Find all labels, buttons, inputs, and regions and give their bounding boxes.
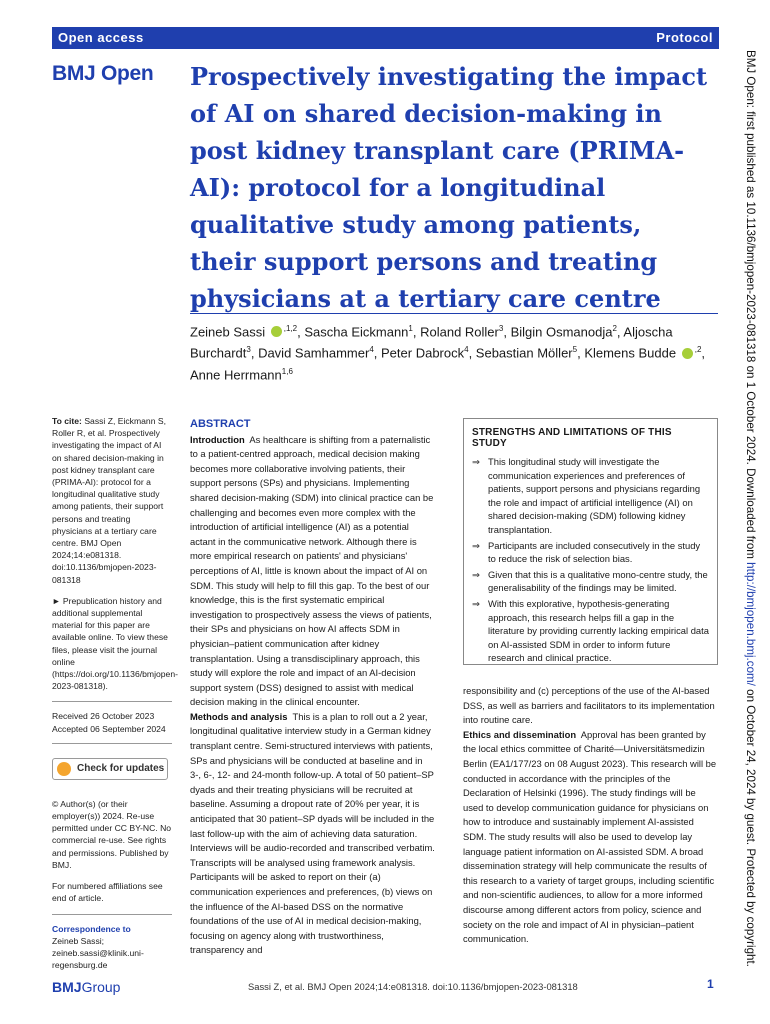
author-name[interactable]: Sascha Eickmann [304, 324, 409, 340]
author-name[interactable]: Bilgin Osmanodja [510, 324, 613, 340]
side-notice-post: on October 24, 2024 by guest. Protected by copyright. [744, 685, 757, 967]
correspondence-name: Zeineb Sassi; [52, 935, 105, 946]
author-name[interactable]: Klemens Budde [584, 345, 677, 361]
abstract-heading: ABSTRACT [190, 418, 251, 430]
copyright-notice: © Author(s) (or their employer(s)) 2024. Re-use permitted under CC BY-NC. No commercial re-use. See rights and permissions. Published by BMJ. [52, 798, 172, 870]
article-type-label: Protocol [656, 30, 713, 45]
intro-text: As healthcare is shifting from a paternalistic to a patient-centred approach, medical decision making becomes more collaborative involving patients, their support persons (SPs) and physicians. Implementing shared decision-making (SDM) into clinical practice can be challenging and becomes even more complex with the introduction of artificial intelligence (AI) as a potential actant in the communicative network. Although there is more empirical research on patients' and physicians' perceptions of AI, little is known about the impact of AI on SDM. This study will help to fill this gap. To the best of our knowledge, this is the first systematic empirical investigation to prospectively assess the views of patients, their SPs and physicians on how AI affects SDM in physician–patient communication after kidney transplantation. Using a transdisciplinary approach, this study will explore the role and impact of an AI-decision support system (DSS) designed to assist with medical decision making in the clinical encounter. [190, 433, 434, 708]
accepted-date: Accepted 06 September 2024 [52, 723, 166, 734]
methods-label: Methods and analysis [190, 710, 288, 722]
arrow-icon: ⇒ [472, 539, 480, 551]
strengths-limitations-box [463, 418, 718, 665]
abstract-continuation [463, 684, 718, 947]
affiliations-note: For numbered affiliations see end of article. [52, 881, 163, 904]
logo-bold: BMJ [52, 979, 82, 995]
prepublication-note[interactable]: ► Prepublication history and additional supplemental material for this paper are available online. To view these files, please visit the journal online (https://doi.org/10.1136/bmjopen-2023-081318). [52, 595, 178, 692]
abstract-introduction [190, 433, 435, 710]
orcid-icon[interactable] [271, 326, 282, 337]
author-affiliation: ,1,2 [283, 324, 298, 333]
methods-text: This is a plan to roll out a 2 year, longitudinal qualitative interview study in a German kidney transplant centre. Semi-structured interviews with patients, SPs and physicians will be conducted at baseline and in 3-, 6-, 12- and 24-month follow-up. A total of 50 patient–SP dyads and their treating physicians will be recruited at baseline. Assuming a dropout rate of 20% per year, it is anticipated that 30 patient–SP dyads will be included in the last follow-up with the aim of achieving data saturation. Interviews will be audio-recorded and transcribed verbatim. Transcripts will be analysed using framework analysis. Participants will be asked to report on their (a) communication experiences and preferences, (b) views on the influence of the AI-based DSS on the normative foundations of the use of AI in medical decision-making, focusing on agency along with trustworthiness, transparency and [190, 710, 435, 956]
author-affiliation: 3 [498, 324, 504, 333]
author-affiliation: 5 [572, 345, 578, 355]
page-number: 1 [707, 977, 714, 991]
list-item [472, 455, 709, 537]
article-title: Prospectively investigating the impact of AI on shared decision-making in post kidney transplant care (PRIMA-AI): protocol for a longitudinal qualitative study among patients, their support persons and treating physicians at a tertiary care centre [190, 62, 708, 313]
check-updates-label: Check for updates [77, 762, 165, 774]
list-item-text: With this explorative, hypothesis-generating approach, this research helps fill a gap in the literature by providing currently lacking empirical data on AI-assisted SDM in order to inform future research and clinical practice. [488, 597, 709, 664]
author-affiliation: 4 [464, 345, 469, 355]
orcid-icon[interactable] [682, 348, 693, 359]
abstract-methods [190, 710, 435, 958]
author-affiliation: 4 [369, 345, 374, 355]
correspondence-email[interactable]: zeineb.sassi@klinik.uni-regensburg.de [52, 947, 144, 971]
sidebar [52, 415, 178, 971]
divider [52, 701, 172, 702]
cite-text: Sassi Z, Eickmann S, Roller R, et al. Prospectively investigating the impact of AI on shared decision-making in post kidney transplant care (PRIMA-AI): protocol for a longitudinal qualitative study among patients, their support persons and treating physicians at a tertiary care centre. BMJ Open 2024;14:e081318. doi:10.1136/bmjopen-2023-081318 [52, 416, 166, 585]
received-date: Received 26 October 2023 [52, 711, 155, 722]
arrow-icon: ⇒ [472, 456, 480, 467]
check-updates-button[interactable] [52, 758, 168, 780]
continuation-text: responsibility and (c) perceptions of the use of the AI-based DSS, as well as barriers and facilitators to its implementation into routine care. [463, 685, 715, 726]
list-item [472, 539, 709, 566]
journal-logo[interactable]: BMJ Open [52, 62, 154, 85]
author-list: Zeineb Sassi $^{,1,2}$, Sascha Eickmann$^1$, Roland Roller$^3$, Bilgin Osmanodja$^2$, Aljoscha Burchardt$^3$, David Samhammer$^4$, Peter Dabrock$^4$, Sebastian Möller$^5$, Klemens Budde $^{,2}$, Anne Herrmann$^{1,6}$ [190, 324, 706, 382]
open-access-label: Open access [58, 30, 144, 45]
list-item-text: This longitudinal study will investigate the communication experiences and preferences of patients, support persons and physicians regarding the role and impact of artificial intelligence (AI) on shared decision-making (SDM) following kidney transplantation. [488, 456, 701, 535]
ethics-label: Ethics and dissemination [463, 728, 577, 740]
author-name[interactable]: Zeineb Sassi [190, 324, 266, 340]
author-name[interactable]: Sebastian Möller [475, 345, 573, 361]
author-affiliation: 1,6 [281, 366, 293, 376]
list-item-text: Given that this is a qualitative mono-centre study, the generalisability of the findings may be limited. [488, 568, 708, 594]
abstract [190, 417, 435, 958]
bmj-group-logo[interactable] [52, 979, 120, 995]
logo-rest: Group [81, 979, 121, 995]
abstract-ethics [463, 728, 718, 947]
list-item [472, 597, 709, 665]
ethics-text: Approval has been granted by the local ethics committee of Charité—Universitätsmedizin Berlin (EA1/177/23 on 08 August 2023). This research will be conducted in accordance with the principles of the Declaration of Helsinki (1996). The study findings will be used to develop communication guidance for physicians on how to introduce and sustainably implement AI-assisted SDM. The study results will also be used to develop lay language patient information on AI-assisted SDM. A broad dissemination strategy will help communicate the results of this research to a variety of target groups, including scientific and non-scientific audiences, to allow for a more informed discourse among different actors from policy, science and society on the role and impact of AI in physician–patient communication. [463, 728, 717, 945]
author-name[interactable]: Roland Roller [420, 324, 499, 340]
check-updates-icon [57, 762, 71, 776]
correspondence-label: Correspondence to [52, 923, 131, 934]
strengths-list [472, 455, 709, 665]
side-notice-link[interactable]: http://bmjopen.bmj.com/ [744, 562, 757, 686]
footer-citation: Sassi Z, et al. BMJ Open 2024;14:e081318. doi:10.1136/bmjopen-2023-081318 [248, 981, 578, 992]
author-affiliation: 3 [246, 345, 251, 355]
author-affiliation: ,2 [694, 345, 702, 355]
list-item-text: Participants are included consecutively in the study to reduce the risk of selection bias. [488, 539, 701, 565]
cite-label: To cite: [52, 416, 82, 426]
author-name[interactable]: Peter Dabrock [381, 345, 465, 361]
author-name[interactable]: Anne Herrmann [190, 366, 282, 382]
author-affiliation: 2 [612, 324, 617, 333]
header-bar [52, 27, 719, 49]
strengths-heading: STRENGTHS AND LIMITATIONS OF THIS STUDY [472, 427, 672, 449]
arrow-icon: ⇒ [472, 597, 480, 609]
title-divider [190, 313, 718, 314]
divider [52, 743, 172, 744]
list-item [472, 568, 709, 595]
author-name[interactable]: Aljoscha Burchardt [190, 324, 673, 361]
divider [52, 914, 172, 915]
side-copyright-notice [744, 50, 757, 974]
intro-label: Introduction [190, 433, 245, 445]
citation-block [52, 415, 172, 586]
author-name[interactable]: David Samhammer [258, 345, 370, 361]
side-notice-pre: BMJ Open: first published as 10.1136/bmjopen-2023-081318 on 1 October 2024. Downloaded from [744, 50, 757, 563]
author-affiliation: 1 [408, 324, 413, 333]
arrow-icon: ⇒ [472, 568, 480, 580]
